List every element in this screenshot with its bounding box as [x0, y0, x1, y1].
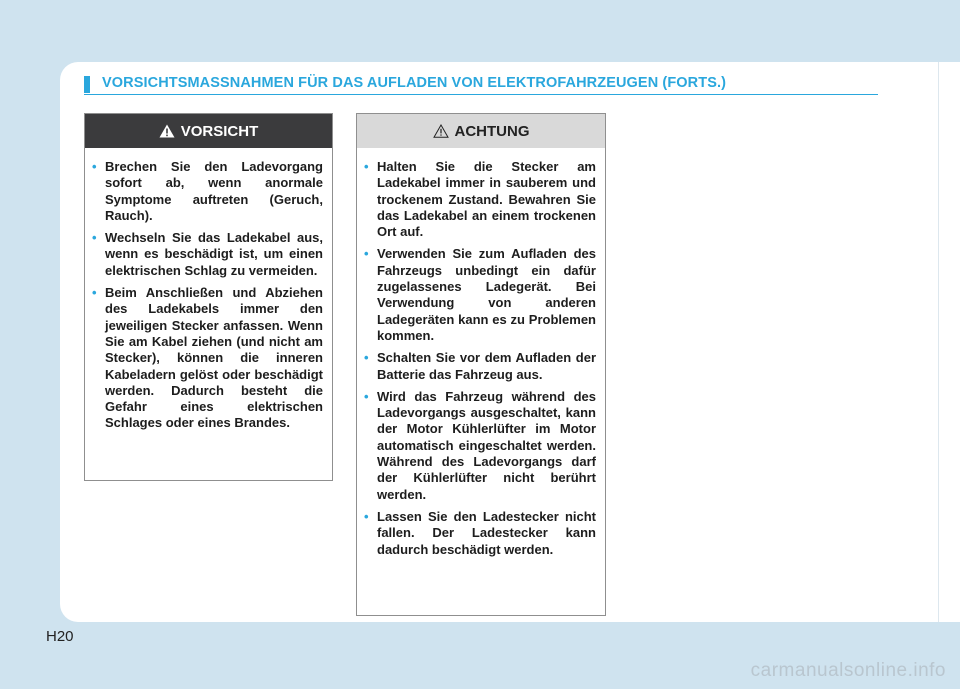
- bullet-icon: •: [364, 508, 369, 524]
- list-item: [363, 350, 596, 383]
- list-item: [91, 230, 323, 279]
- achtung-header: [357, 114, 605, 148]
- section-header: [84, 76, 878, 94]
- vorsicht-header: [85, 114, 332, 148]
- section-underline: [84, 94, 878, 95]
- achtung-heading: ACHTUNG: [454, 122, 530, 140]
- list-item: [91, 159, 323, 224]
- section-title: VORSICHTSMASSNAHMEN FÜR DAS AUFLADEN VON ELEKTROFAHRZEUGEN (FORTS.): [102, 75, 727, 91]
- list-item: [363, 159, 596, 240]
- page-number: H20: [46, 628, 74, 645]
- achtung-list: [357, 148, 605, 558]
- bullet-icon: •: [92, 230, 97, 246]
- list-item: [363, 509, 596, 558]
- list-item: [363, 389, 596, 503]
- bullet-icon: •: [364, 246, 369, 262]
- list-item-text: Wechseln Sie das Ladekabel aus, wenn es beschädigt ist, um einen elektrischen Schlag zu vermeiden.: [105, 230, 323, 278]
- section-accent-bar: [84, 76, 90, 93]
- list-item-text: Halten Sie die Stecker am Ladekabel immer in sauberem und trockenem Zustand. Bewahren Sie das Ladekabel an einem trockenen Ort auf.: [377, 159, 596, 240]
- list-item-text: Schalten Sie vor dem Aufladen der Batterie das Fahrzeug aus.: [377, 350, 596, 382]
- page-edge-rule: [938, 62, 939, 622]
- list-item-text: Lassen Sie den Ladestecker nicht fallen. Der Ladestecker kann dadurch beschädigt werden.: [377, 508, 596, 557]
- list-item: [363, 246, 596, 344]
- list-item-text: Beim Anschließen und Abziehen des Ladekabels immer den jeweiligen Stecker anfassen. Wenn Sie am Kabel ziehen (und nicht am Stecker), können die inneren Kabeladern gelöst oder beschädigt werden. Dadurch besteht die Gefahr eines elektrischen Schlages oder eines Brandes.: [105, 285, 323, 431]
- bullet-icon: •: [364, 388, 369, 404]
- vorsicht-list: [85, 148, 332, 432]
- bullet-icon: •: [92, 159, 97, 174]
- bullet-icon: •: [364, 159, 369, 174]
- bullet-icon: •: [92, 285, 97, 301]
- vorsicht-heading: VORSICHT: [180, 122, 259, 140]
- vorsicht-box: [84, 113, 333, 481]
- bullet-icon: •: [364, 350, 369, 366]
- warning-triangle-outline-icon: [433, 124, 449, 138]
- list-item: [91, 285, 323, 432]
- watermark: carmanualsonline.info: [750, 660, 946, 681]
- list-item-text: Wird das Fahrzeug während des Ladevorgangs ausgeschaltet, kann der Motor Kühlerlüfter im Motor automatisch eingeschaltet werden. Während des Ladevorgangs darf der Kühlerlüfter nicht berührt werden.: [377, 388, 596, 502]
- list-item-text: Brechen Sie den Ladevorgang sofort ab, wenn anormale Symptome auftreten (Geruch, Rauch).: [105, 159, 323, 223]
- achtung-box: [356, 113, 606, 616]
- list-item-text: Verwenden Sie zum Aufladen des Fahrzeugs unbedingt ein dafür zugelassenes Ladegerät. Bei Verwendung von anderen Ladegeräten kann es zu Problemen kommen.: [377, 246, 596, 343]
- warning-triangle-icon: [159, 124, 175, 138]
